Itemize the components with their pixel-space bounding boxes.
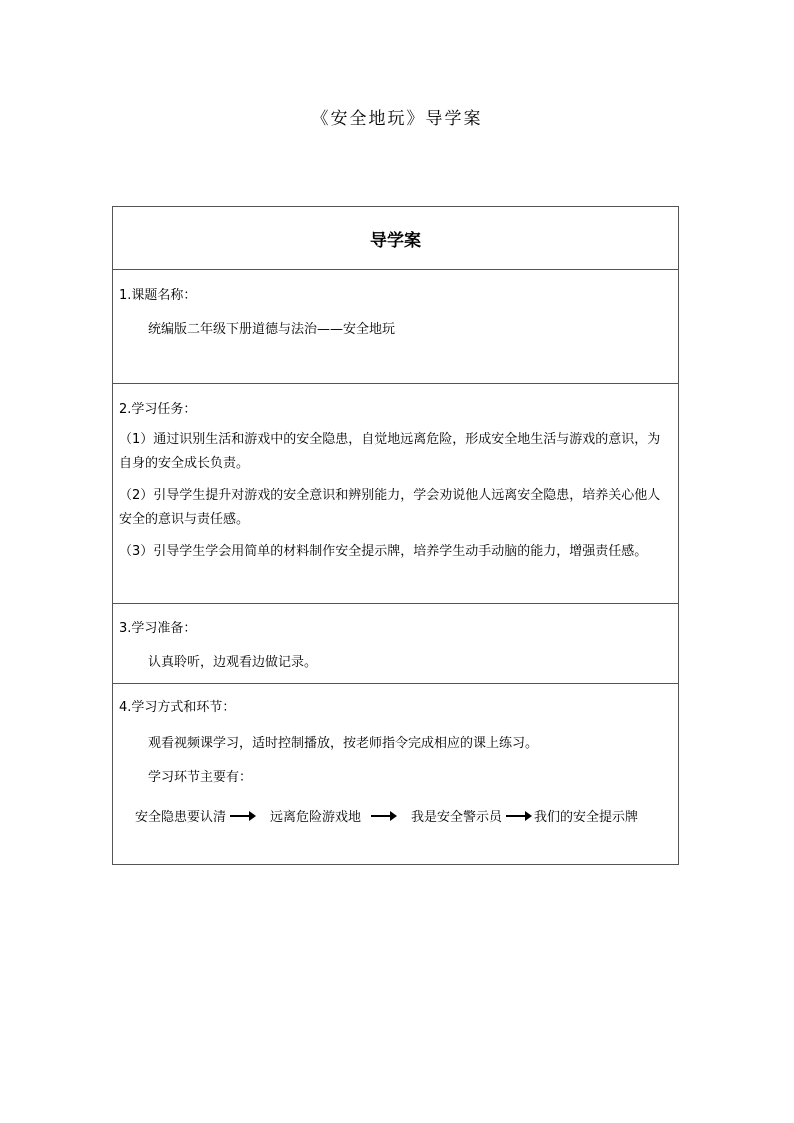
section-method-line2: 学习环节主要有： xyxy=(148,770,253,785)
table-header: 导学案 xyxy=(113,207,678,270)
study-guide-table xyxy=(112,206,679,865)
document-title: 《安全地玩》导学案 xyxy=(311,109,483,129)
arrow-right-icon xyxy=(506,815,530,817)
section-method-label: 4.学习方式和环节： xyxy=(119,700,236,715)
section-topic xyxy=(113,270,678,384)
flow-step: 我们的安全提示牌 xyxy=(534,810,639,825)
section-preparation-content: 认真聆听，边观看边做记录。 xyxy=(148,655,318,670)
section-topic-label: 1.课题名称： xyxy=(119,288,197,303)
task-item: （1）通过识别生活和游戏中的安全隐患，自觉地远离危险，形成安全地生活与游戏的意识，为自身的安全成长负责。 xyxy=(119,432,661,471)
section-tasks-label: 2.学习任务： xyxy=(119,402,197,417)
section-preparation xyxy=(113,604,678,684)
arrow-right-icon xyxy=(230,815,254,817)
flow-step: 安全隐患要认清 xyxy=(135,810,227,825)
flow-step: 我是安全警示员 xyxy=(411,810,503,825)
section-method xyxy=(113,684,678,864)
learning-flow xyxy=(135,806,638,825)
section-tasks xyxy=(113,384,678,604)
task-item: （2）引导学生提升对游戏的安全意识和辨别能力，学会劝说他人远离安全隐患，培养关心他人安全的意识与责任感。 xyxy=(119,488,661,527)
section-topic-content: 统编版二年级下册道德与法治——安全地玩 xyxy=(148,322,396,337)
section-method-line1: 观看视频课学习，适时控制播放，按老师指令完成相应的课上练习。 xyxy=(148,736,539,751)
section-preparation-label: 3.学习准备： xyxy=(119,621,197,636)
arrow-right-icon xyxy=(371,815,395,817)
task-item: （3）引导学生学会用简单的材料制作安全提示牌，培养学生动手动脑的能力，增强责任感。 xyxy=(119,544,648,559)
flow-step: 远离危险游戏地 xyxy=(270,810,362,825)
